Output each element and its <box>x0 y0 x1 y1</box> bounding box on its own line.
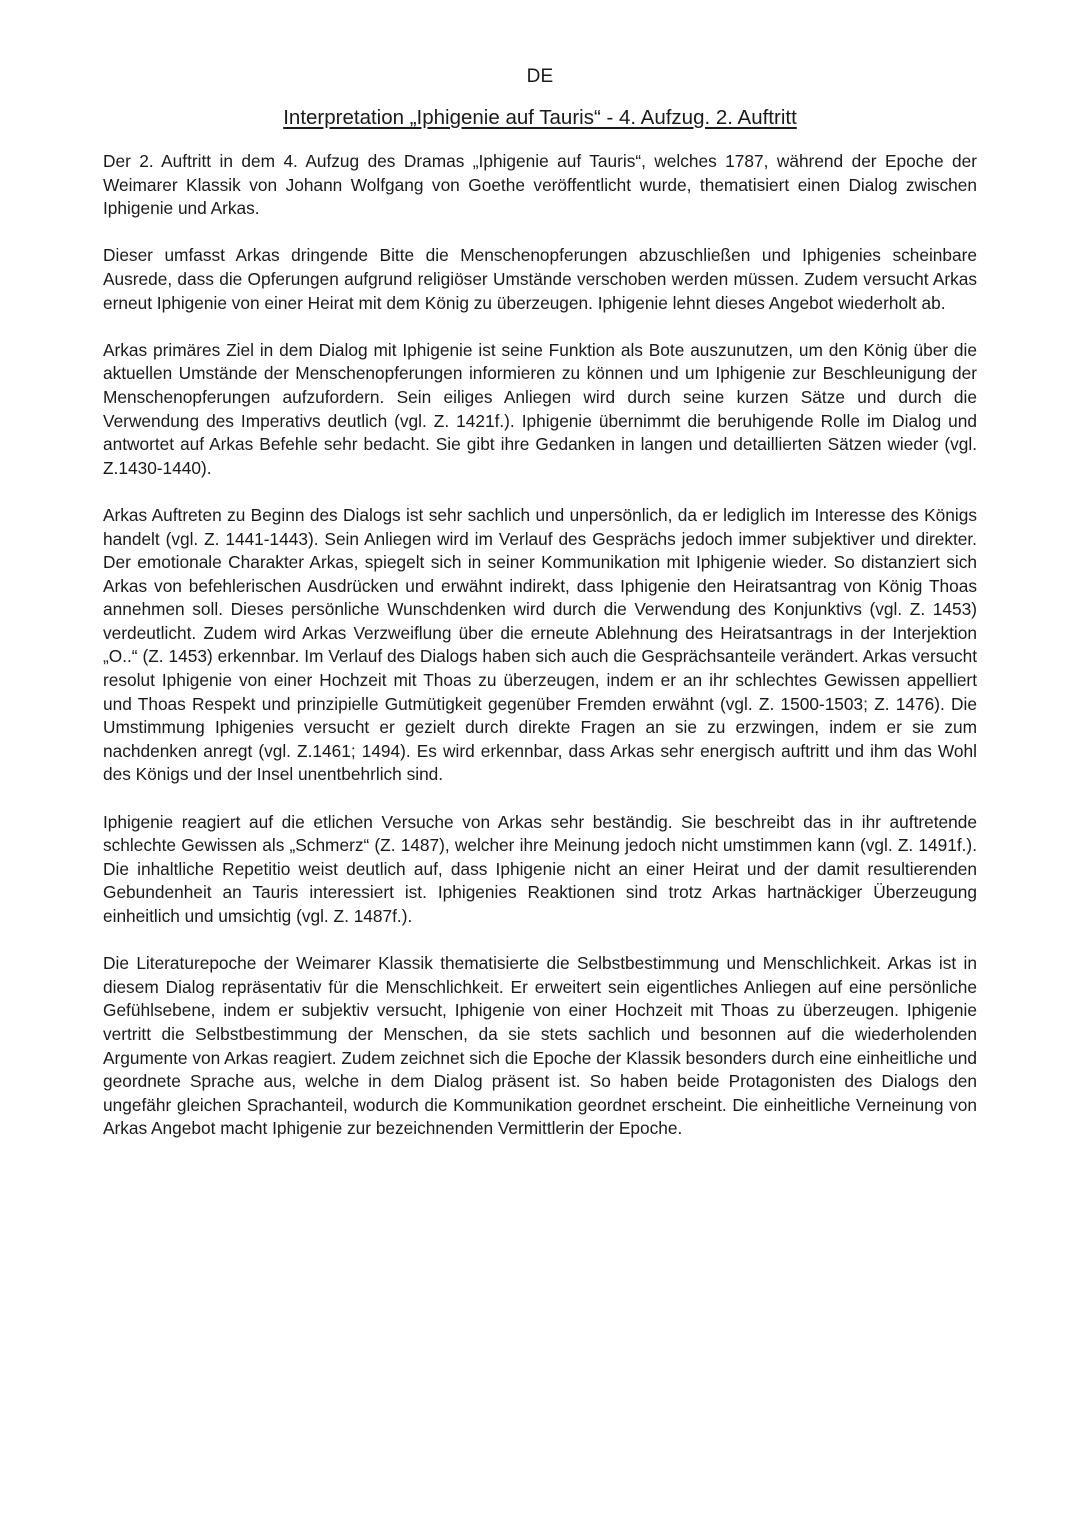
document-title: Interpretation „Iphigenie auf Tauris“ - 4. Aufzug. 2. Auftritt <box>283 106 797 129</box>
paragraph-introduction: Der 2. Auftritt in dem 4. Aufzug des Dramas „Iphigenie auf Tauris“, welches 1787, während der Epoche der Weimarer Klassik von Johann Wolfgang von Goethe veröffentlicht wurde, thematisiert einen Dialog zwischen Iphigenie und Arkas. <box>103 151 977 219</box>
paragraph-arkas-goal: Arkas primäres Ziel in dem Dialog mit Iphigenie ist seine Funktion als Bote auszunutzen, um den König über die aktuellen Umstände der Menschenopferungen informieren zu können und um Iphigenie zur Beschleunigung der Menschenopferungen aufzufordern. Sein eiliges Anliegen wird durch seine kurzen Sätze und durch die Verwendung des Imperativs deutlich (vgl. Z. 1421f.). Iphigenie übernimmt die beruhigende Rolle im Dialog und antwortet auf Arkas Befehle sehr bedacht. Sie gibt ihre Gedanken in langen und detaillierten Sätzen wieder (vgl. Z.1430-1440). <box>103 339 977 478</box>
subject-label: DE <box>526 66 554 87</box>
document-page <box>103 62 977 1165</box>
paragraph-epoch-conclusion: Die Literaturepoche der Weimarer Klassik thematisierte die Selbstbestimmung und Menschlichkeit. Arkas ist in diesem Dialog repräsentativ für die Menschlichkeit. Er erweitert sein eigentliches Anliegen auf eine persönliche Gefühlsebene, indem er subjektiv versucht, Iphigenie von einer Hochzeit mit Thoas zu überzeugen. Iphigenie vertritt die Selbstbestimmung der Menschen, da sie stets sachlich und besonnen auf die wiederholenden Argumente von Arkas reagiert. Zudem zeichnet sich die Epoche der Klassik besonders durch eine einheitliche und geordnete Sprache aus, welche in dem Dialog präsent ist. So haben beide Protagonisten des Dialogs den ungefähr gleichen Sprachanteil, wodurch die Kommunikation geordnet erscheint. Die einheitliche Verneinung von Arkas Angebot macht Iphigenie zur bezeichnenden Vermittlerin der Epoche. <box>103 953 977 1139</box>
paragraph-iphigenie-reaction: Iphigenie reagiert auf die etlichen Versuche von Arkas sehr beständig. Sie beschreibt das in ihr auftretende schlechte Gewissen als „Schmerz“ (Z. 1487), welcher ihre Meinung jedoch nicht umstimmen kann (vgl. Z. 1491f.). Die inhaltliche Repetitio weist deutlich auf, dass Iphigenie nicht an einer Heirat und der damit resultierenden Gebundenheit an Tauris interessiert ist. Iphigenies Reaktionen sind trotz Arkas hartnäckiger Überzeugung einheitlich und umsichtig (vgl. Z. 1487f.). <box>103 811 977 926</box>
paragraph-summary: Dieser umfasst Arkas dringende Bitte die Menschenopferungen abzuschließen und Iphigenies scheinbare Ausrede, dass die Opferungen aufgrund religiöser Umstände verschoben werden müssen. Zudem versucht Arkas erneut Iphigenie von einer Heirat mit dem König zu überzeugen. Iphigenie lehnt dieses Angebot wiederholt ab. <box>103 245 977 313</box>
paragraph-arkas-behavior: Arkas Auftreten zu Beginn des Dialogs ist sehr sachlich und unpersönlich, da er lediglich im Interesse des Königs handelt (vgl. Z. 1441-1443). Sein Anliegen wird im Verlauf des Gesprächs jedoch immer subjektiver und direkter. Der emotionale Charakter Arkas, spiegelt sich in seiner Kommunikation mit Iphigenie wieder. So distanziert sich Arkas von befehlerischen Ausdrücken und erwähnt indirekt, dass Iphigenie den Heiratsantrag von König Thoas annehmen soll. Dieses persönliche Wunschdenken wird durch die Verwendung des Konjunktivs (vgl. Z. 1453) verdeutlicht. Zudem wird Arkas Verzweiflung über die erneute Ablehnung des Heiratsantrags in der Interjektion „O..“ (Z. 1453) erkennbar. Im Verlauf des Dialogs haben sich auch die Gesprächsanteile verändert. Arkas versucht resolut Iphigenie von einer Hochzeit mit Thoas zu überzeugen, indem er an ihr schlechtes Gewissen appelliert und Thoas Respekt und prinzipielle Gutmütigkeit gegenüber Fremden erwähnt (vgl. Z. 1500-1503; Z. 1476). Die Umstimmung Iphigenies versucht er gezielt durch direkte Fragen an sie zu erzwingen, indem er sie zum nachdenken anregt (vgl. Z.1461; 1494). Es wird erkennbar, dass Arkas sehr energisch auftritt und ihm das Wohl des Königs und der Insel unentbehrlich sind. <box>103 504 977 785</box>
document-body <box>103 150 977 1141</box>
